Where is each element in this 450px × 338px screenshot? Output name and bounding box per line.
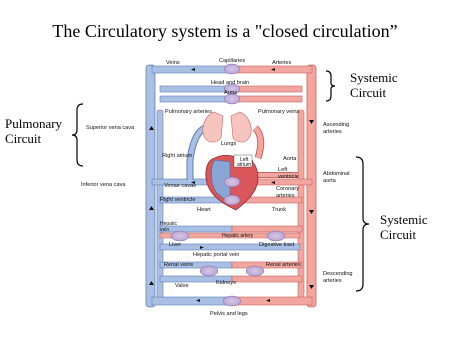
pulmonary-line-1: Pulmonary xyxy=(5,116,63,131)
label-trunk: Trunk xyxy=(272,207,287,213)
label-descending-arteries-2: arteries xyxy=(323,278,342,284)
label-pulmonary-veins: Pulmonary veins xyxy=(258,109,300,115)
inner-vein-trunk xyxy=(157,110,163,300)
label-pulmonary-arteries: Pulmonary arteries xyxy=(165,109,212,115)
label-aorta: Aorta xyxy=(283,156,297,162)
label-valve: Valve xyxy=(175,283,189,289)
label-hepatic-portal-vein: Hepatic portal vein xyxy=(193,252,240,258)
label-descending-arteries-1: Descending xyxy=(323,271,353,277)
brace-pulmonary xyxy=(72,104,83,166)
label-inferior-vena-cava: Inferior vena cava xyxy=(81,182,126,188)
label-hepatic-vein-2: vein xyxy=(160,227,170,233)
label-left-atrium-1: Left xyxy=(240,157,249,163)
systemic-top-line-1: Systemic xyxy=(350,70,398,85)
label-veins: Veins xyxy=(166,60,180,66)
label-ascending-arteries-1: Ascending xyxy=(323,122,350,128)
pulmonary-line-2: Circuit xyxy=(5,131,42,146)
systemic-bottom-line-1: Systemic xyxy=(380,212,428,227)
label-superior-vena-cava: Superior vena cava xyxy=(86,125,135,131)
left-vein-trunk xyxy=(146,65,155,307)
label-heart: Heart xyxy=(197,207,211,213)
label-hepatic-artery: Hepatic artery xyxy=(222,233,254,239)
systemic-bottom-line-2: Circuit xyxy=(380,227,417,242)
label-abdominal-aorta-2: aorta xyxy=(323,178,336,184)
label-hepatic-vein-1: Hepatic xyxy=(160,221,177,227)
label-right-atrium: Right atrium xyxy=(162,153,193,159)
brace-systemic-top xyxy=(326,71,335,101)
label-renal-arteries: Renal arteries xyxy=(266,262,301,268)
label-coronary-arteries-2: arteries xyxy=(276,193,295,199)
label-abdominal-aorta-1: Abdominal xyxy=(323,171,350,177)
right-artery-trunk xyxy=(307,65,316,307)
label-left-ventricle-1: Left xyxy=(278,167,288,173)
label-pelvis-and-legs: Pelvis and legs xyxy=(210,311,248,317)
systemic-top-line-2: Circuit xyxy=(350,85,387,100)
label-arms: Arms xyxy=(224,90,238,96)
label-left-atrium-2: atrium xyxy=(237,162,251,168)
label-head-and-brain: Head and brain xyxy=(211,80,250,86)
label-coronary-arteries-1: Coronary xyxy=(276,186,300,192)
slide-title: The Circulatory system is a "closed circulation” xyxy=(52,21,398,41)
label-liver: Liver xyxy=(169,242,182,248)
lungs-image xyxy=(203,112,251,142)
label-ascending-arteries-2: arteries xyxy=(323,129,342,135)
brace-systemic-bottom xyxy=(356,157,369,291)
label-capillaries: Capillaries xyxy=(219,58,246,64)
label-venae-cavae: Venae cavae xyxy=(164,183,197,189)
label-left-ventricle-2: ventricle xyxy=(278,174,299,180)
label-arteries: Arteries xyxy=(272,60,292,66)
label-right-ventricle: Right ventricle xyxy=(160,197,196,203)
label-kidneys: Kidneys xyxy=(216,280,236,286)
label-digestive-tract: Digestive tract xyxy=(259,242,295,248)
label-renal-veins: Renal veins xyxy=(164,262,194,268)
label-lungs: Lungs xyxy=(221,141,237,147)
inner-artery-trunk xyxy=(298,110,304,300)
